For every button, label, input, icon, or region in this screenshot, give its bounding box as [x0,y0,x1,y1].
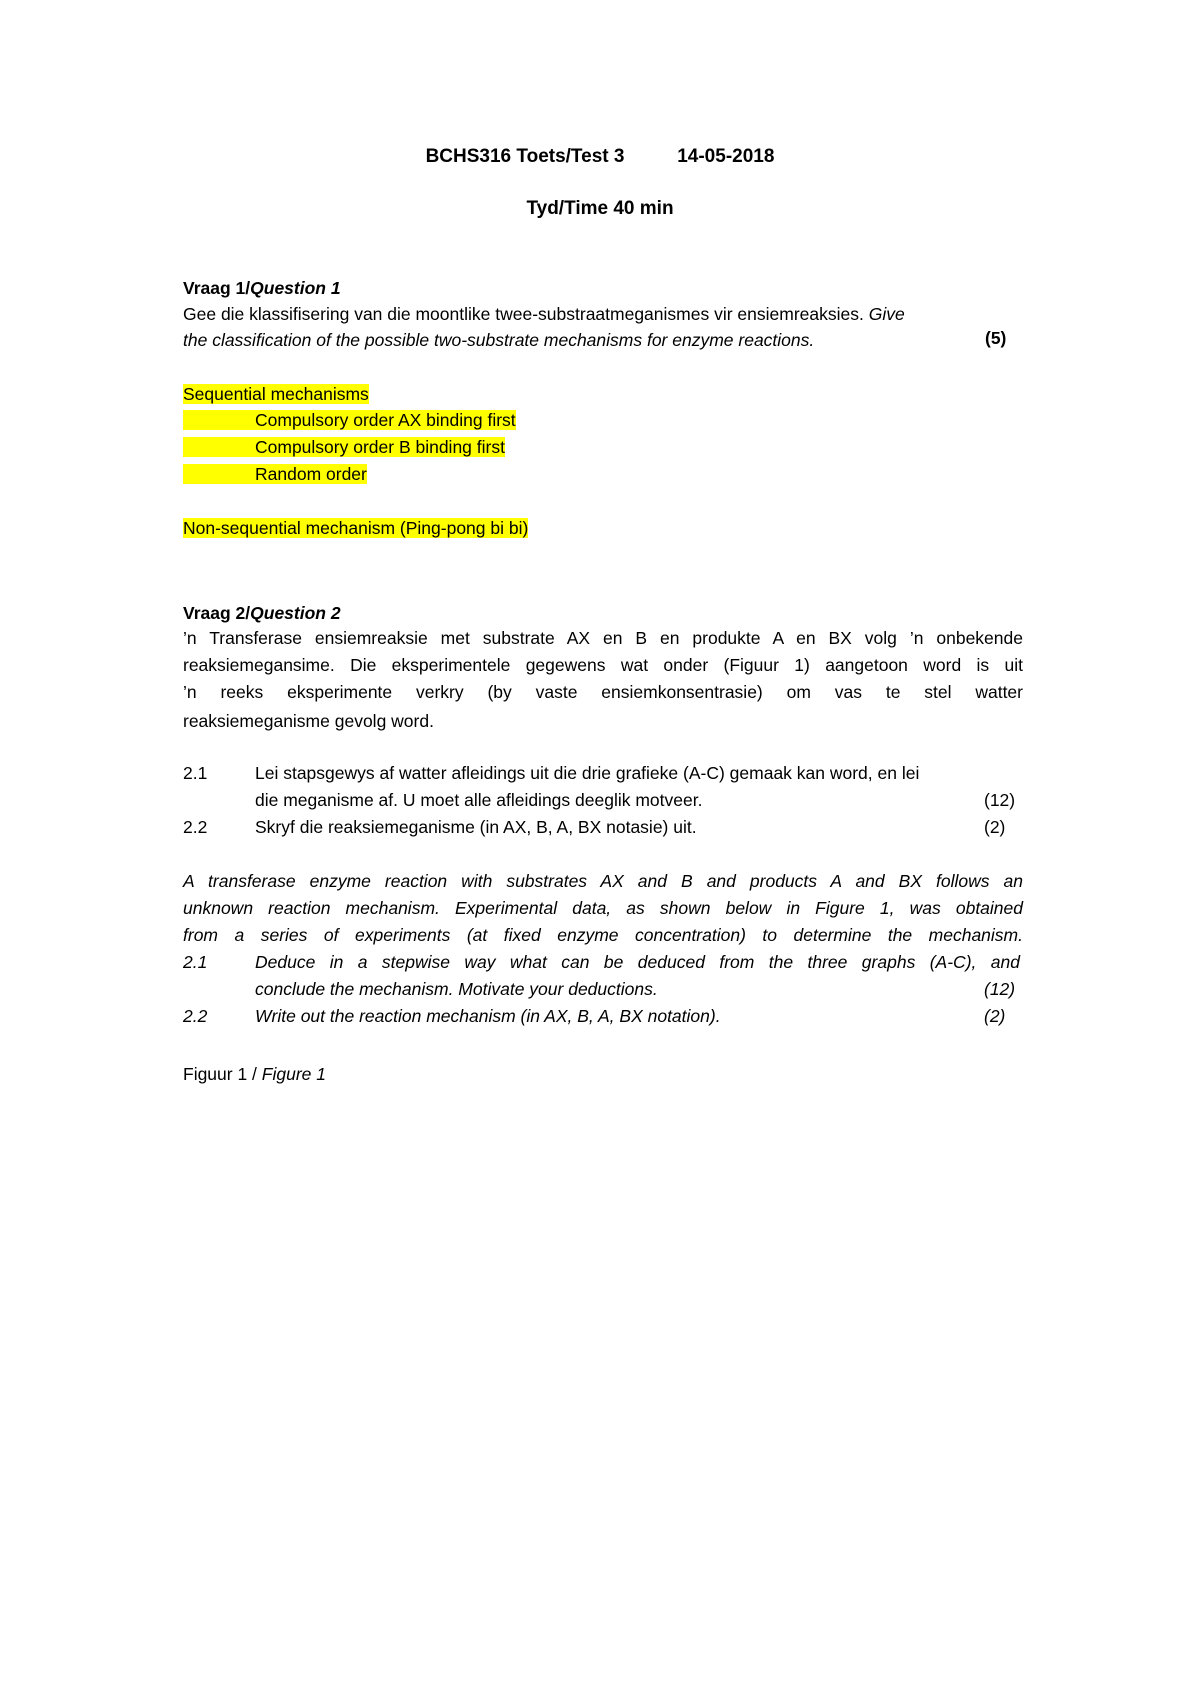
q2-af-item-1-line-2: die meganisme af. U moet alle afleidings deeglik motveer. [255,790,703,810]
question-1-text-en-a: Give [868,304,905,324]
test-title: BCHS316 Toets/Test 3 14-05-2018 [425,146,775,167]
q2-af-item-2-marks: (2) [984,817,1006,837]
q2-en-item-1-line-2: conclude the mechanism. Motivate your deductions. [255,979,658,999]
q2-af-line-1: ’n Transferase ensiemreaksie met substrate AX en B en produkte A en BX volg ’n onbekende [183,628,1023,648]
test-duration: Tyd/Time 40 min [526,198,674,219]
q2-en-item-1-num: 2.1 [183,952,208,972]
q2-af-line-3: ’n reeks eksperimente verkry (by vaste ensiemkonsentrasie) om vas te stel watter [183,682,1023,702]
q2-en-line-3: from a series of experiments (at fixed enzyme concentration) to determine the mechanism. [183,925,1023,945]
answer-nonsequential: Non-sequential mechanism (Ping-pong bi bi) [183,518,529,538]
figure-caption-af: Figuur 1 / [183,1064,262,1084]
figure-caption-en: Figure 1 [261,1064,326,1084]
question-1-text-af: Gee die klassifisering van die moontlike twee-substraatmeganismes vir ensiemreaksies. [183,304,869,324]
q2-af-item-1-line-1: Lei stapsgewys af watter afleidings uit die drie grafieke (A-C) gemaak kan word, en lei [255,763,920,783]
answer-item-1: Compulsory order AX binding first [183,408,516,432]
q2-af-item-2-num: 2.2 [183,817,208,837]
q2-en-item-1-line-1: Deduce in a stepwise way what can be deduced from the three graphs (A-C), and [255,952,1020,972]
q2-af-line-2: reaksiemegansime. Die eksperimentele gegewens wat onder (Figuur 1) aangetoon word is uit [183,655,1023,675]
answer-item-2: Compulsory order B binding first [183,435,505,459]
q2-en-line-1: A transferase enzyme reaction with substrates AX and B and products A and BX follows an [183,871,1023,891]
question-1-title-af: Vraag 1/ [183,278,251,298]
answer-item-3: Random order [183,462,367,486]
q2-af-item-1-marks: (12) [984,790,1016,810]
figure-caption [183,1062,326,1086]
question-1-text-line-1 [183,302,905,326]
question-1-marks: (5) [985,328,1007,348]
q2-en-item-2-line-1: Write out the reaction mechanism (in AX, B, A, BX notation). [255,1006,721,1026]
q2-en-line-2: unknown reaction mechanism. Experimental data, as shown below in Figure 1, was obtained [183,898,1023,918]
q2-en-item-2-marks: (2) [984,1006,1006,1026]
question-1-title-en: Question 1 [250,278,341,298]
answer-sequential: Sequential mechanisms [183,384,369,404]
q2-af-line-4: reaksiemeganisme gevolg word. [183,711,434,731]
q2-af-item-1-num: 2.1 [183,763,208,783]
question-2-heading [183,601,341,625]
question-1-heading [183,276,341,300]
question-2-title-af: Vraag 2/ [183,603,251,623]
q2-en-item-2-num: 2.2 [183,1006,208,1026]
question-1-text-line-2: the classification of the possible two-substrate mechanisms for enzyme reactions. [183,330,815,350]
q2-af-item-2-line-1: Skryf die reaksiemeganisme (in AX, B, A, BX notasie) uit. [255,817,697,837]
question-2-title-en: Question 2 [250,603,341,623]
q2-en-item-1-marks: (12) [984,979,1016,999]
